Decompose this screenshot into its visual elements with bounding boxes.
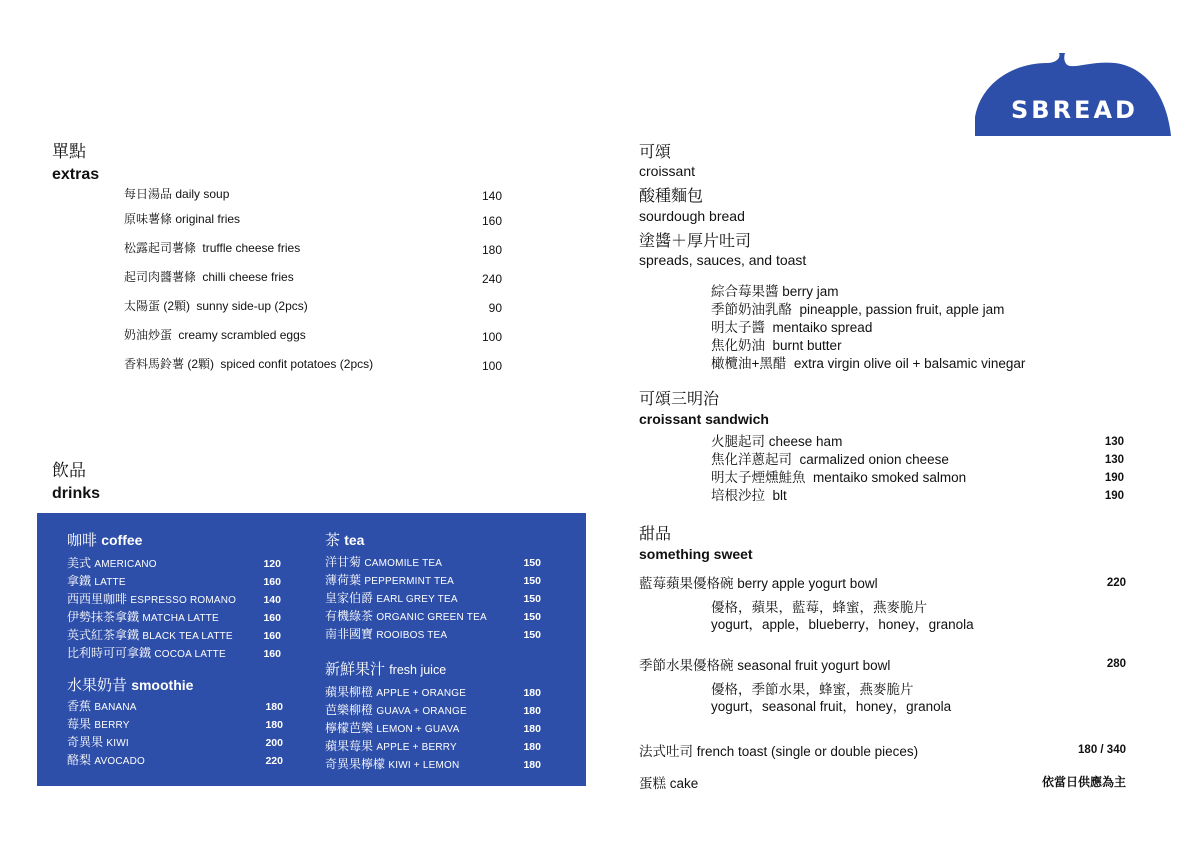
item-price: 190 [1104,490,1124,502]
item-name-zh: 明太子煙燻鮭魚 [711,470,806,485]
drink-price: 150 [523,557,541,569]
spreads-title-en: spreads, sauces, and toast [639,252,807,268]
list-item: 法式吐司 french toast (single or double pieces) [639,744,919,759]
item-name-zh: 培根沙拉 [711,488,765,503]
drink-name-zh: 拿鐵 [67,574,92,588]
list-item: 藍莓蘋果優格碗 berry apple yogurt bowl [639,576,878,591]
croissant-title-en: croissant [639,163,696,179]
list-item [67,753,145,769]
list-item [325,555,442,571]
drink-name-en: APPLE + ORANGE [376,688,467,699]
spreads-title-zh: 塗醬＋厚片吐司 [639,233,752,250]
drink-name-en: AMERICANO [94,559,157,570]
item-price: 130 [1104,436,1124,448]
item-name-en: original fries [175,212,241,226]
drink-name-zh: 芭樂柳橙 [325,703,374,717]
drink-name-zh: 奇異果 [67,735,104,749]
item-description-en: yogurt，seasonal fruit，honey，granola [711,699,952,714]
item-description-en: yogurt，apple，blueberry，honey，granola [711,617,974,632]
drink-name-zh: 西西里咖啡 [67,592,128,606]
drink-price: 180 [523,687,541,699]
list-item [325,609,487,625]
drink-name-en: MATCHA LATTE [142,613,219,624]
item-name-en: daily soup [175,187,230,201]
drink-name-en: BLACK TEA LATTE [142,631,233,642]
item-price: 180 / 340 [1078,744,1126,756]
drink-name-en: GUAVA + ORANGE [376,706,467,717]
item-price: 240 [481,272,502,286]
item-price: 130 [1104,454,1124,466]
drink-name-zh: 奇異果檸檬 [325,757,386,771]
drink-price: 180 [523,759,541,771]
item-price: 90 [488,301,502,315]
drink-name-en: COCOA LATTE [154,649,226,660]
drink-name-zh: 美式 [67,556,92,570]
drink-price: 160 [263,648,281,660]
list-item: 蛋糕 cake [639,776,699,791]
item-name-zh: 明太子醬 [711,320,765,335]
list-item [325,757,459,773]
list-item [711,338,842,354]
list-item [67,592,236,608]
list-item [711,302,1004,318]
sandwich-title-zh: 可頌三明治 [639,391,720,408]
item-name-en: cheese ham [768,434,843,449]
drink-name-zh: 有機綠茶 [325,609,374,623]
juice-heading [325,661,446,679]
drink-price: 200 [265,737,283,749]
item-name-en: mentaiko smoked salmon [813,470,967,485]
drink-price: 180 [523,705,541,717]
drink-name-en: EARL GREY TEA [376,594,458,605]
drink-price: 140 [263,594,281,606]
list-item [325,685,466,701]
list-item [67,717,130,733]
tea-heading-zh: 茶 [325,532,341,549]
item-price: 220 [1106,577,1126,589]
list-item [711,452,949,468]
item-name-zh: 火腿起司 [711,434,765,449]
drink-name-zh: 比利時可可拿鐵 [67,646,152,660]
item-price: 160 [481,214,502,228]
item-name-en: pineapple, passion fruit, apple jam [799,302,1005,317]
drink-name-en: LEMON + GUAVA [376,724,460,735]
item-price: 280 [1106,658,1126,670]
list-item [124,270,502,284]
list-item [124,299,502,313]
item-name-zh: 原味薯條 [124,212,173,226]
list-item [124,241,502,255]
list-item [711,284,839,300]
drink-price: 150 [523,611,541,623]
drinks-panel [37,513,586,786]
drink-name-zh: 皇家伯爵 [325,591,374,605]
list-item [67,556,157,572]
list-item [67,628,233,644]
item-name-zh: 香料馬鈴薯 (2顆) [124,357,215,371]
sourdough-title-zh: 酸種麵包 [639,188,704,205]
smoothie-heading-zh: 水果奶昔 [67,677,128,694]
drink-name-zh: 莓果 [67,717,92,731]
item-description-zh: 優格，季節水果，蜂蜜，燕麥脆片 [711,682,914,697]
item-name-en: berry jam [782,284,839,299]
drink-name-en: ORGANIC GREEN TEA [376,612,487,623]
logo-text: SBREAD [1011,96,1138,124]
drink-price: 180 [523,741,541,753]
sourdough-title-en: sourdough bread [639,208,745,224]
tea-heading-en: tea [344,532,365,548]
list-item [67,574,126,590]
item-name-en: creamy scrambled eggs [178,328,306,342]
extras-title-en: extras [52,166,100,183]
drink-name-zh: 香蕉 [67,699,92,713]
sandwich-title-en: croissant sandwich [639,411,769,427]
drink-name-en: CAMOMILE TEA [364,558,443,569]
drink-price: 150 [523,593,541,605]
item-name-en: mentaiko spread [772,320,873,335]
coffee-heading-en: coffee [101,532,143,548]
list-item [325,703,467,719]
list-item [325,721,459,737]
croissant-title-zh: 可頌 [639,144,672,161]
item-name-zh: 太陽蛋 (2顆) [124,299,191,313]
drink-name-en: AVOCADO [94,756,146,767]
drink-name-zh: 蘋果柳橙 [325,685,374,699]
drink-price: 160 [263,630,281,642]
drink-name-zh: 薄荷葉 [325,573,362,587]
drink-price: 150 [523,575,541,587]
drinks-title-en: drinks [52,485,101,502]
list-item [711,470,966,486]
list-item [124,187,502,201]
drink-name-en: BANANA [94,702,137,713]
item-name-en: carmalized onion cheese [799,452,949,467]
sweet-title-en: something sweet [639,546,753,562]
drink-name-zh: 南非國寶 [325,627,374,641]
drink-name-en: BERRY [94,720,130,731]
list-item [67,699,137,715]
list-item [711,320,872,336]
list-item [711,488,787,504]
drink-price: 180 [523,723,541,735]
item-price: 140 [481,189,502,203]
item-name-zh: 焦化奶油 [711,338,765,353]
item-name-zh: 起司肉醬薯條 [124,270,197,284]
list-item [325,573,454,589]
juice-heading-zh: 新鮮果汁 [325,661,386,678]
smoothie-heading [67,676,193,695]
item-name-en: blt [772,488,787,503]
item-name-en: spiced confit potatoes (2pcs) [220,357,374,371]
drink-name-zh: 伊勢抹茶拿鐵 [67,610,140,624]
extras-title-zh: 單點 [52,142,86,161]
item-price: 100 [481,359,502,373]
list-item [124,212,502,226]
drink-price: 180 [265,719,283,731]
list-item [67,735,129,751]
item-description-zh: 優格，蘋果，藍莓，蜂蜜，燕麥脆片 [711,600,927,615]
drink-price: 120 [263,558,281,570]
item-name-en: chilli cheese fries [202,270,294,284]
item-name-zh: 每日湯品 [124,187,173,201]
drink-name-en: ESPRESSO ROMANO [130,595,237,606]
list-item: 季節水果優格碗 seasonal fruit yogurt bowl [639,658,891,673]
item-name-zh: 季節奶油乳酪 [711,302,792,317]
list-item [67,610,219,626]
item-price: 180 [481,243,502,257]
item-price: 190 [1104,472,1124,484]
item-name-zh: 橄欖油+黑醋 [711,356,787,371]
drink-name-zh: 英式紅茶拿鐵 [67,628,140,642]
drink-name-en: ROOIBOS TEA [376,630,448,641]
drink-name-en: PEPPERMINT TEA [364,576,455,587]
item-name-en: extra virgin olive oil + balsamic vinegar [793,356,1026,371]
item-name-zh: 松露起司薯條 [124,241,197,255]
drink-price: 150 [523,629,541,641]
item-price: 100 [481,330,502,344]
drink-price: 160 [263,576,281,588]
drink-name-en: APPLE + BERRY [376,742,457,753]
list-item [325,627,447,643]
drink-name-zh: 檸檬芭樂 [325,721,374,735]
coffee-heading-zh: 咖啡 [67,532,98,549]
list-item [711,356,1025,372]
item-name-en: burnt butter [772,338,842,353]
list-item [711,434,842,450]
tea-heading [325,531,364,550]
drink-name-en: LATTE [94,577,126,588]
drink-price: 160 [263,612,281,624]
item-name-zh: 焦化洋蔥起司 [711,452,792,467]
drink-price: 220 [265,755,283,767]
list-item [325,591,458,607]
list-item [67,646,226,662]
list-item [325,739,457,755]
list-item [124,357,502,371]
drink-name-zh: 洋甘菊 [325,555,362,569]
sweet-title-zh: 甜品 [639,526,672,543]
item-name-zh: 奶油炒蛋 [124,328,173,342]
drink-name-zh: 酪梨 [67,753,92,767]
item-name-zh: 綜合莓果醬 [711,284,779,299]
drink-price: 180 [265,701,283,713]
juice-heading-en: fresh juice [389,663,447,677]
drinks-title-zh: 飲品 [52,461,86,480]
coffee-heading [67,531,142,550]
drink-name-zh: 蘋果莓果 [325,739,374,753]
drink-name-en: KIWI + LEMON [388,760,460,771]
logo [975,53,1171,136]
item-price: 依當日供應為主 [1041,775,1126,789]
item-name-en: sunny side-up (2pcs) [196,299,308,313]
drink-name-en: KIWI [106,738,129,749]
item-name-en: truffle cheese fries [202,241,301,255]
list-item [124,328,502,342]
smoothie-heading-en: smoothie [131,677,194,693]
